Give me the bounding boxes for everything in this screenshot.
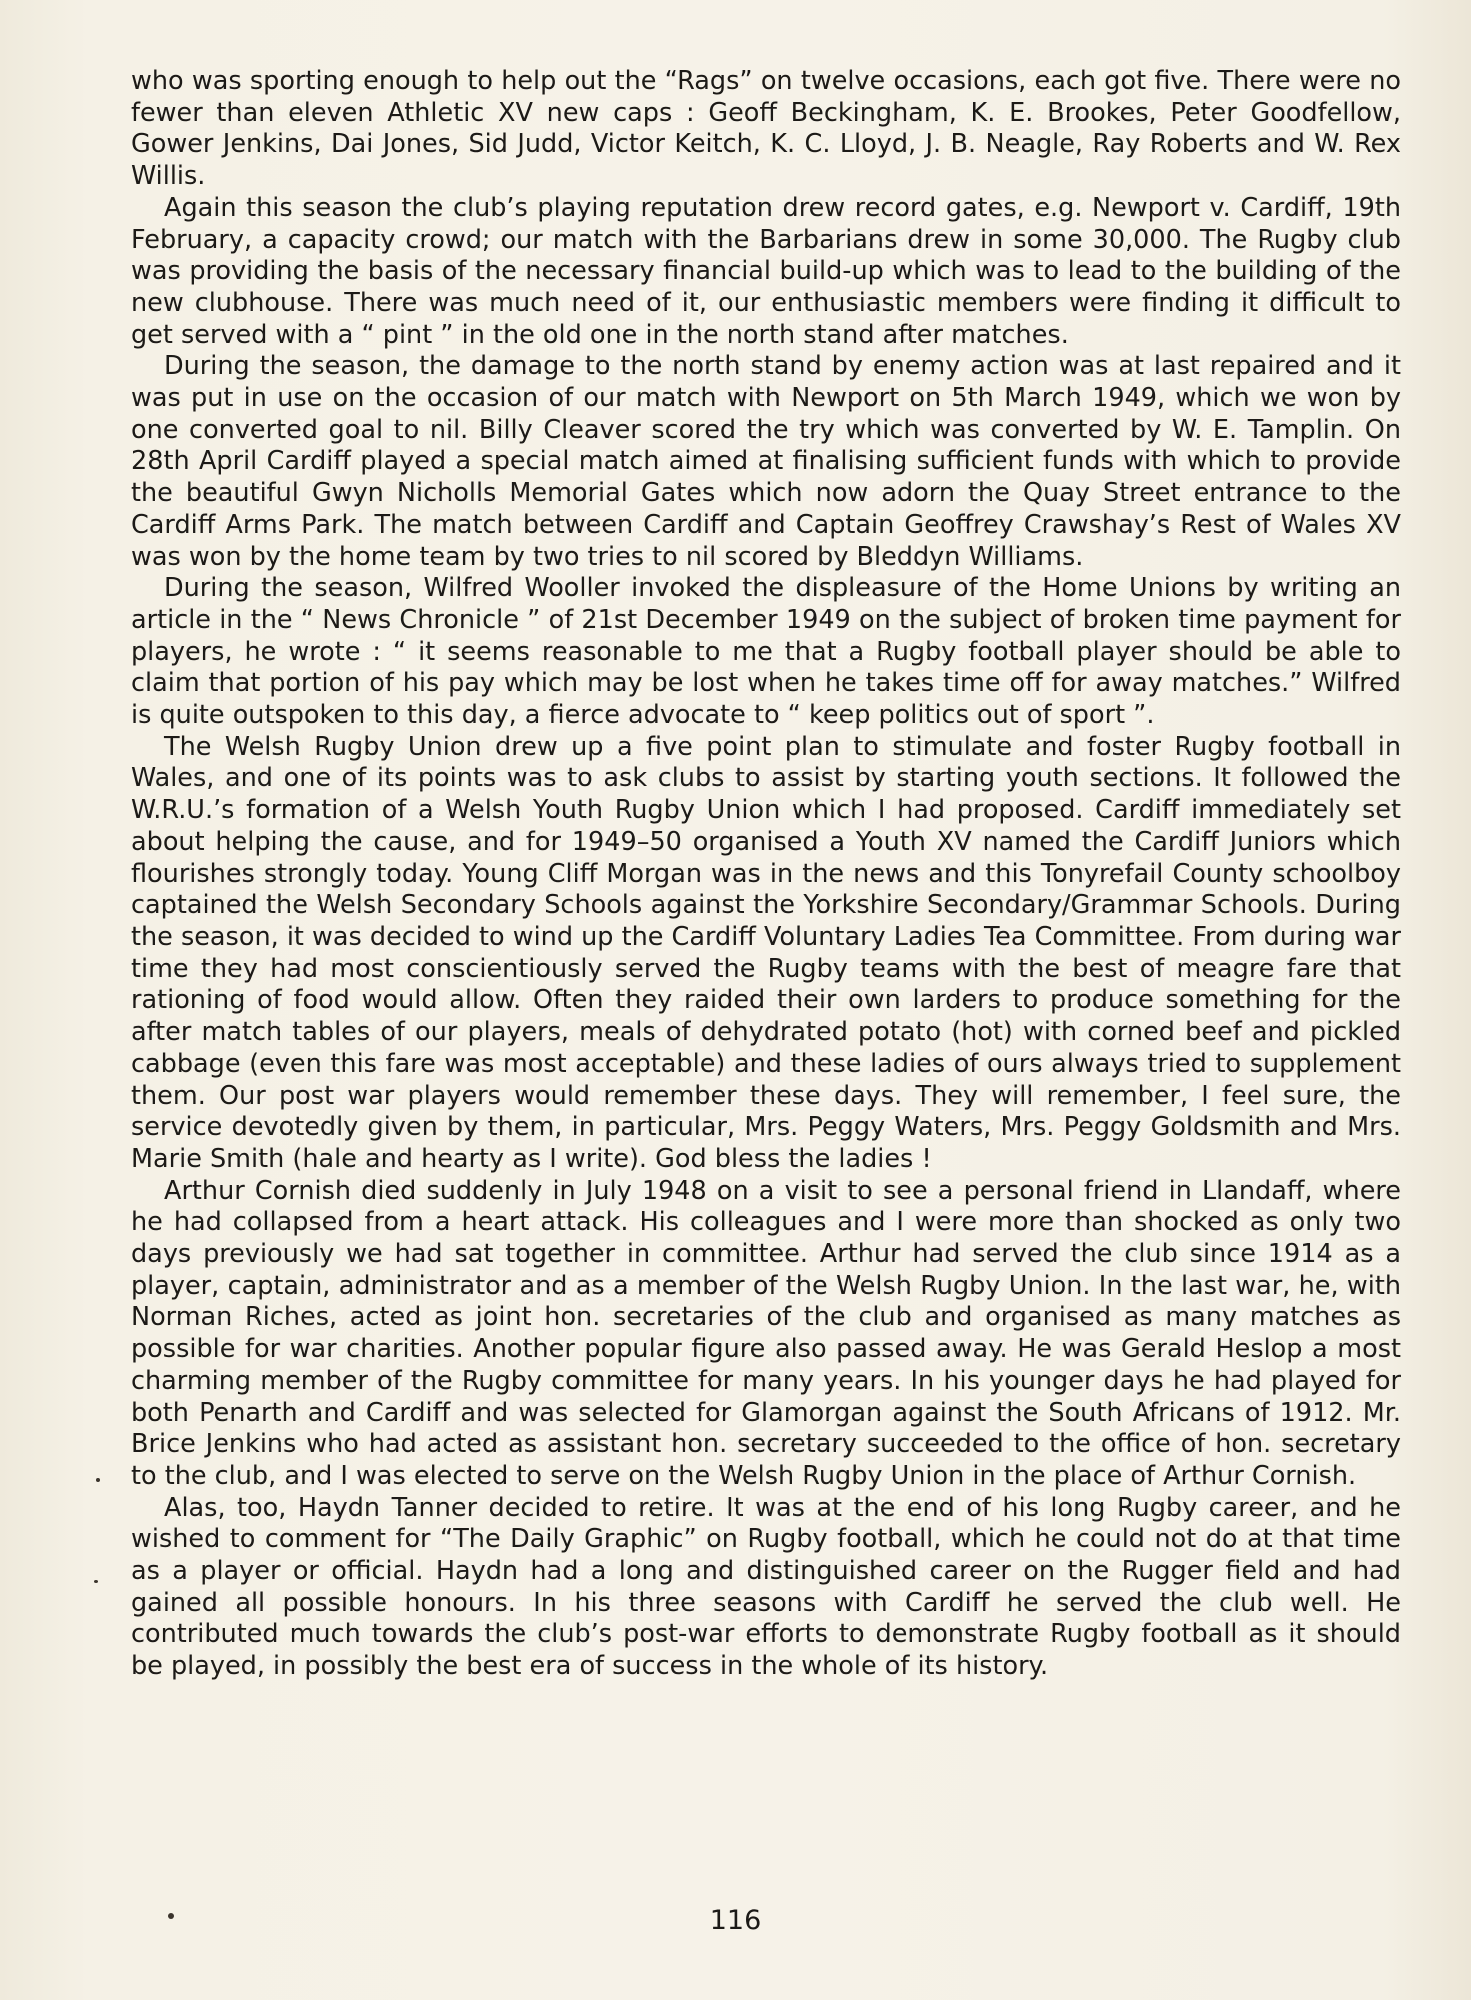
paragraph: who was sporting enough to help out the “Rags” on twelve occasions, each got five. There were no fewer than eleven Athletic XV new caps : Geoff Beckingham, K. E. Brookes, Peter Goodfellow, Gower Jenkins, Dai Jones, Sid Judd, Victor Keitch, K. C. Lloyd, J. B. Neagle, Ray Roberts and W. Rex Willis. [131, 66, 1401, 192]
print-speck [94, 1580, 98, 1583]
paragraph: Alas, too, Haydn Tanner decided to retire. It was at the end of his long Rugby career, and he wished to comment for “The Daily Graphic” on Rugby football, which he could not do at that time as a player or official. Haydn had a long and distinguished career on the Rugger field and had gained all possible honours. In his three seasons with Cardiff he served the club well. He contributed much towards the club’s post-war efforts to demonstrate Rugby football as it should be played, in possibly the best era of success in the whole of its history. [131, 1492, 1401, 1682]
print-speck [168, 1913, 174, 1919]
paragraph: Arthur Cornish died suddenly in July 1948 on a visit to see a personal friend in Llandaff, where he had collapsed from a heart attack. His colleagues and I were more than shocked as only two days previously we had sat together in committee. Arthur had served the club since 1914 as a player, captain, administrator and as a member of the Welsh Rugby Union. In the last war, he, with Norman Riches, acted as joint hon. secretaries of the club and organised as many matches as possible for war charities. Another popular figure also passed away. He was Gerald Heslop a most charming member of the Rugby committee for many years. In his younger days he had played for both Penarth and Cardiff and was selected for Glamorgan against the South Africans of 1912. Mr. Brice Jenkins who had acted as assistant hon. secretary succeeded to the office of hon. secretary to the club, and I was elected to serve on the Welsh Rugby Union in the place of Arthur Cornish. [131, 1175, 1401, 1491]
body-text [131, 66, 1401, 1683]
paragraph: Again this season the club’s playing reputation drew record gates, e.g. Newport v. Cardiff, 19th February, a capacity crowd; our match with the Barbarians drew in some 30,000. The Rugby club was providing the basis of the necessary financial build-up which was to lead to the building of the new clubhouse. There was much need of it, our enthusiastic members were finding it difficult to get served with a “ pint ” in the old one in the north stand after matches. [131, 192, 1401, 350]
paragraph: During the season, the damage to the north stand by enemy action was at last repaired and it was put in use on the occasion of our match with Newport on 5th March 1949, which we won by one converted goal to nil. Billy Cleaver scored the try which was converted by W. E. Tamplin. On 28th April Cardiff played a special match aimed at finalising sufficient funds with which to provide the beautiful Gwyn Nicholls Memorial Gates which now adorn the Quay Street entrance to the Cardiff Arms Park. The match between Cardiff and Captain Geoffrey Crawshay’s Rest of Wales XV was won by the home team by two tries to nil scored by Bleddyn Williams. [131, 351, 1401, 572]
page-number: 116 [709, 1905, 762, 1936]
paragraph: The Welsh Rugby Union drew up a five point plan to stimulate and foster Rugby football in Wales, and one of its points was to ask clubs to assist by starting youth sections. It followed the W.R.U.’s formation of a Welsh Youth Rugby Union which I had proposed. Cardiff immediately set about helping the cause, and for 1949–50 organised a Youth XV named the Cardiff Juniors which flourishes strongly today. Young Cliff Morgan was in the news and this Tonyrefail County schoolboy captained the Welsh Secondary Schools against the Yorkshire Secondary/Grammar Schools. During the season, it was decided to wind up the Cardiff Voluntary Ladies Tea Committee. From during war time they had most conscientiously served the Rugby teams with the best of meagre fare that rationing of food would allow. Often they raided their own larders to produce something for the after match tables of our players, meals of dehydrated potato (hot) with corned beef and pickled cabbage (even this fare was most acceptable) and these ladies of ours always tried to supplement them. Our post war players would remember these days. They will remember, I feel sure, the service devotedly given by them, in particular, Mrs. Peggy Waters, Mrs. Peggy Goldsmith and Mrs. Marie Smith (hale and hearty as I write). God bless the ladies ! [131, 731, 1401, 1174]
print-speck [96, 1478, 100, 1482]
paragraph: During the season, Wilfred Wooller invoked the displeasure of the Home Unions by writing an article in the “ News Chronicle ” of 21st December 1949 on the subject of broken time payment for players, he wrote : “ it seems reasonable to me that a Rugby football player should be able to claim that portion of his pay which may be lost when he takes time off for away matches.” Wilfred is quite outspoken to this day, a fierce advocate to “ keep politics out of sport ”. [131, 573, 1401, 731]
